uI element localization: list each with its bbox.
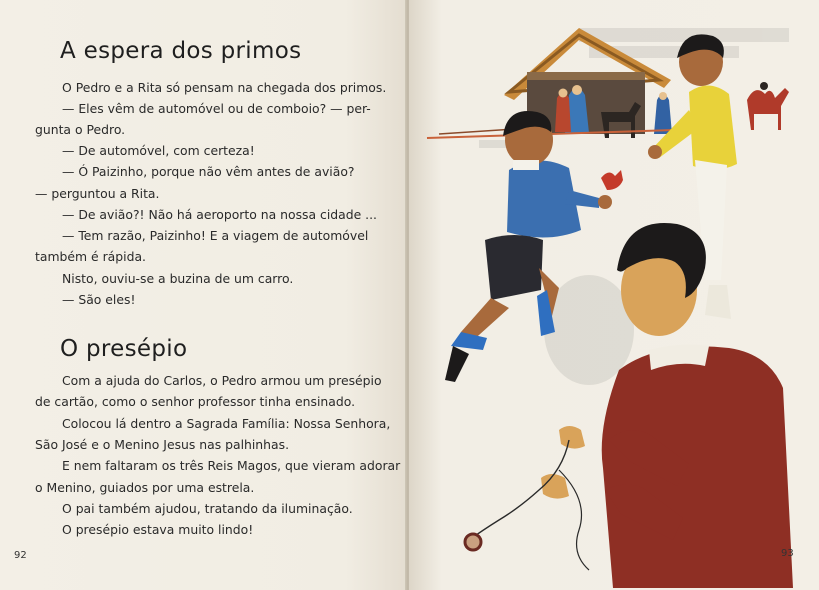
page-number: 93: [781, 548, 794, 559]
text-line: gunta o Pedro.: [35, 122, 126, 137]
text-line: — De avião?! Não há aeroporto na nossa cidade ...: [62, 207, 377, 222]
text-line: Nisto, ouviu-se a buzina de um carro.: [62, 271, 294, 286]
text-line: — De automóvel, com certeza!: [62, 143, 255, 158]
text-line: — Ó Paizinho, porque não vêm antes de avião?: [62, 164, 355, 179]
text-line: de cartão, como o senhor professor tinha ensinado.: [35, 394, 356, 409]
text-line: também é rápida.: [35, 249, 146, 264]
text-line: O Pedro e a Rita só pensam na chegada dos primos.: [62, 80, 387, 95]
page-title: A espera dos primos: [60, 38, 302, 64]
text-line: E nem faltaram os três Reis Magos, que vieram adorar: [62, 458, 401, 473]
story-text-2: [0, 0, 407, 590]
text-line: — Tem razão, Paizinho! E a viagem de automóvel: [62, 228, 369, 243]
text-line: — perguntou a Rita.: [35, 186, 160, 201]
page-number: 92: [14, 550, 27, 561]
nativity-illustration: [409, 0, 819, 590]
right-page: [409, 0, 819, 590]
left-page: [0, 0, 407, 590]
nativity-hut: [427, 28, 674, 138]
text-line: Com a ajuda do Carlos, o Pedro armou um presépio: [62, 373, 382, 388]
text-line: O presépio estava muito lindo!: [62, 522, 254, 537]
text-line: São José e o Menino Jesus nas palhinhas.: [35, 437, 290, 452]
text-line: — Eles vêm de automóvel ou de comboio? — per-: [62, 101, 371, 116]
text-line: — São eles!: [62, 292, 136, 307]
camel-figure: [747, 82, 789, 130]
text-line: Colocou lá dentro a Sagrada Família: Nossa Senhora,: [62, 416, 391, 431]
section-title: O presépio: [60, 336, 188, 362]
text-line: O pai também ajudou, tratando da iluminação.: [62, 501, 353, 516]
text-line: o Menino, guiados por uma estrela.: [35, 480, 255, 495]
